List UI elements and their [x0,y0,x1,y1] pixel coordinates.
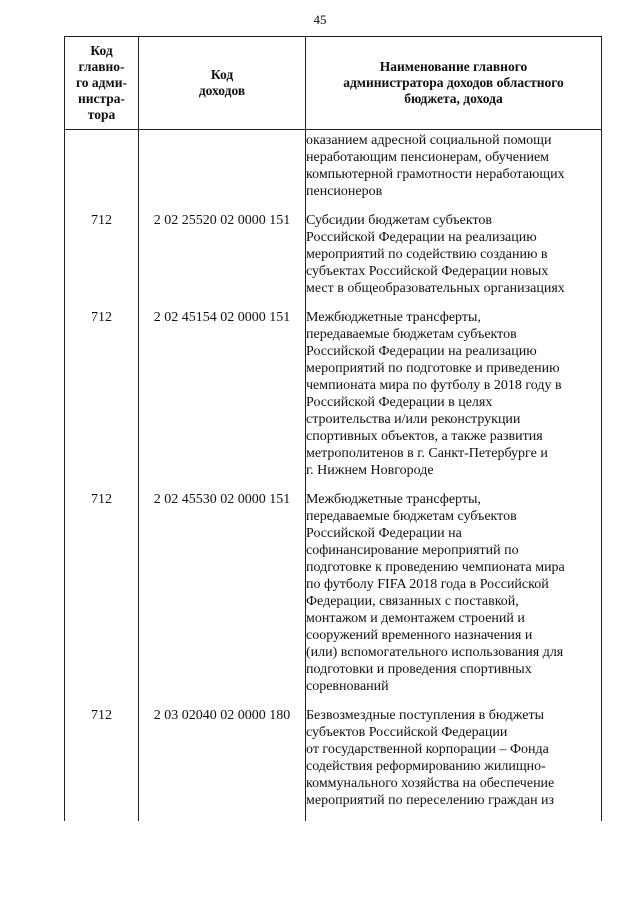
header-admin-code: Код главно- го адми- нистра- тора [65,37,139,130]
revenue-table [64,36,602,821]
revenue-name: Межбюджетные трансферты, передаваемые бюджетам субъектов Российской Федерации на реализацию мероприятий по подготовке и приведению чемпионата мира по футболу в 2018 году в Российской Федерации в целях строительства и/или реконструкции спортивных объектов, а также развития метрополитенов в г. Санкт-Петербурге и г. Нижнем Новгороде [306,309,602,491]
revenue-name: Межбюджетные трансферты, передаваемые бюджетам субъектов Российской Федерации на софинансирование мероприятий по подготовке к проведению чемпионата мира по футболу FIFA 2018 года в Российской Федерации, связанных с поставкой, монтажом и демонтажем строений и сооружений временного назначения и (или) вспомогательного использования для подготовки и проведения спортивных соревнований [306,491,602,707]
revenue-code: 2 02 25520 02 0000 151 [139,212,306,309]
admin-code: 712 [65,707,139,821]
revenue-code: 2 02 45530 02 0000 151 [139,491,306,707]
revenue-name: Субсидии бюджетам субъектов Российской Федерации на реализацию мероприятий по содействию созданию в субъектах Российской Федерации новых мест в общеобразовательных организациях [306,212,602,309]
header-revenue-code: Код доходов [139,37,306,130]
admin-code: 712 [65,212,139,309]
revenue-code: 2 03 02040 02 0000 180 [139,707,306,821]
continuation-text: оказанием адресной социальной помощи неработающим пенсионерам, обучением компьютерной грамотности неработающих пенсионеров [306,130,602,213]
page-number: 45 [313,12,327,27]
table-row-continuation [65,130,602,213]
revenue-name: Безвозмездные поступления в бюджеты субъектов Российской Федерации от государственной корпорации – Фонда содействия реформированию жилищно- коммунального хозяйства на обеспечение мероприятий по переселению граждан из [306,707,602,821]
table-header-row [65,37,602,130]
table-row [65,212,602,309]
revenue-code: 2 02 45154 02 0000 151 [139,309,306,491]
table-row [65,491,602,707]
header-name: Наименование главного администратора доходов областного бюджета, дохода [306,37,602,130]
table-row [65,707,602,821]
admin-code: 712 [65,309,139,491]
admin-code: 712 [65,491,139,707]
table-row [65,309,602,491]
